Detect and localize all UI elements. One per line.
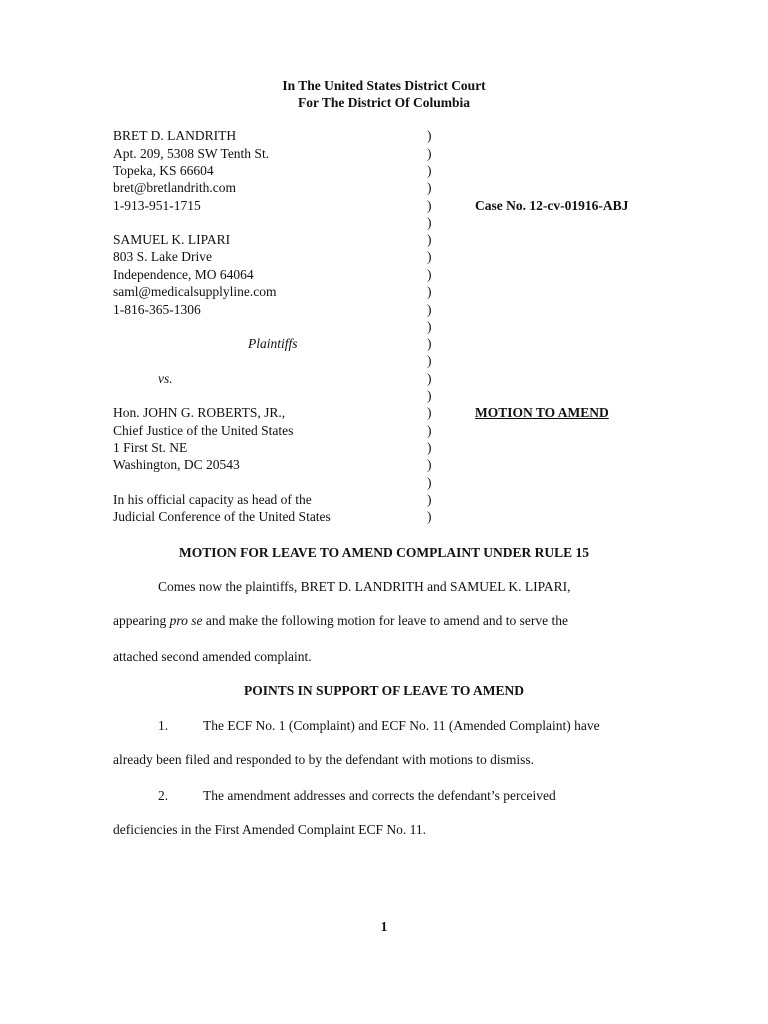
plaintiffs-label: Plaintiffs <box>248 336 298 351</box>
intro-line-2 <box>113 613 568 629</box>
motion-title: MOTION TO AMEND <box>475 405 609 420</box>
paren: ) <box>427 319 432 334</box>
paren: ) <box>427 336 432 351</box>
paren: ) <box>427 146 432 161</box>
paren: ) <box>427 388 432 403</box>
paren: ) <box>427 198 432 213</box>
paren: ) <box>427 128 432 143</box>
defendant-name: Hon. JOHN G. ROBERTS, JR., <box>113 405 286 420</box>
paren: ) <box>427 232 432 247</box>
point-text-line-2: deficiencies in the First Amended Complaint ECF No. 11. <box>113 822 426 837</box>
page-number: 1 <box>380 919 388 934</box>
intro-line-2c: and make the following motion for leave to amend and to serve the <box>202 613 568 628</box>
capacity-line-1: In his official capacity as head of the <box>113 492 312 507</box>
plaintiff-1-email: bret@bretlandrith.com <box>113 180 237 195</box>
case-number: Case No. 12-cv-01916-ABJ <box>475 198 629 213</box>
court-district: For The District Of Columbia <box>298 95 470 110</box>
intro-line-1: Comes now the plaintiffs, BRET D. LANDRITH and SAMUEL K. LIPARI, <box>158 579 571 594</box>
paren: ) <box>427 475 432 490</box>
paren: ) <box>427 492 432 507</box>
defendant-city: Washington, DC 20543 <box>113 457 240 472</box>
paren: ) <box>427 284 432 299</box>
plaintiff-2-phone: 1-816-365-1306 <box>113 302 201 317</box>
point-number: 2. <box>158 788 169 803</box>
paren: ) <box>427 163 432 178</box>
paren: ) <box>427 180 432 195</box>
paren: ) <box>427 353 432 368</box>
court-name: In The United States District Court <box>282 78 486 93</box>
paren: ) <box>427 423 432 438</box>
paren: ) <box>427 405 432 420</box>
pro-se-text: pro se <box>169 613 203 628</box>
paren: ) <box>427 249 432 264</box>
versus-label: vs. <box>158 371 173 386</box>
defendant-title: Chief Justice of the United States <box>113 423 294 438</box>
intro-line-3: attached second amended complaint. <box>113 649 312 664</box>
plaintiff-1-address: Apt. 209, 5308 SW Tenth St. <box>113 146 270 161</box>
plaintiff-1-phone: 1-913-951-1715 <box>113 198 201 213</box>
plaintiff-2-city: Independence, MO 64064 <box>113 267 254 282</box>
plaintiff-1-city: Topeka, KS 66604 <box>113 163 214 178</box>
paren: ) <box>427 440 432 455</box>
paren: ) <box>427 509 432 524</box>
intro-line-2a: appearing <box>113 613 170 628</box>
capacity-line-2: Judicial Conference of the United States <box>113 509 331 524</box>
plaintiff-2-name: SAMUEL K. LIPARI <box>113 232 231 247</box>
paren: ) <box>427 371 432 386</box>
point-number: 1. <box>158 718 169 733</box>
points-heading: POINTS IN SUPPORT OF LEAVE TO AMEND <box>243 683 525 698</box>
plaintiff-2-address: 803 S. Lake Drive <box>113 249 212 264</box>
paren: ) <box>427 215 432 230</box>
point-text-line-2: already been filed and responded to by the defendant with motions to dismiss. <box>113 752 535 767</box>
paren: ) <box>427 457 432 472</box>
plaintiff-2-email: saml@medicalsupplyline.com <box>113 284 277 299</box>
point-text-line-1: The amendment addresses and corrects the defendant’s perceived <box>203 788 556 803</box>
paren: ) <box>427 267 432 282</box>
paren: ) <box>427 302 432 317</box>
point-text-line-1: The ECF No. 1 (Complaint) and ECF No. 11 (Amended Complaint) have <box>203 718 600 733</box>
plaintiff-1-name: BRET D. LANDRITH <box>113 128 237 143</box>
defendant-address: 1 First St. NE <box>113 440 188 455</box>
motion-heading: MOTION FOR LEAVE TO AMEND COMPLAINT UNDER RULE 15 <box>178 545 590 560</box>
